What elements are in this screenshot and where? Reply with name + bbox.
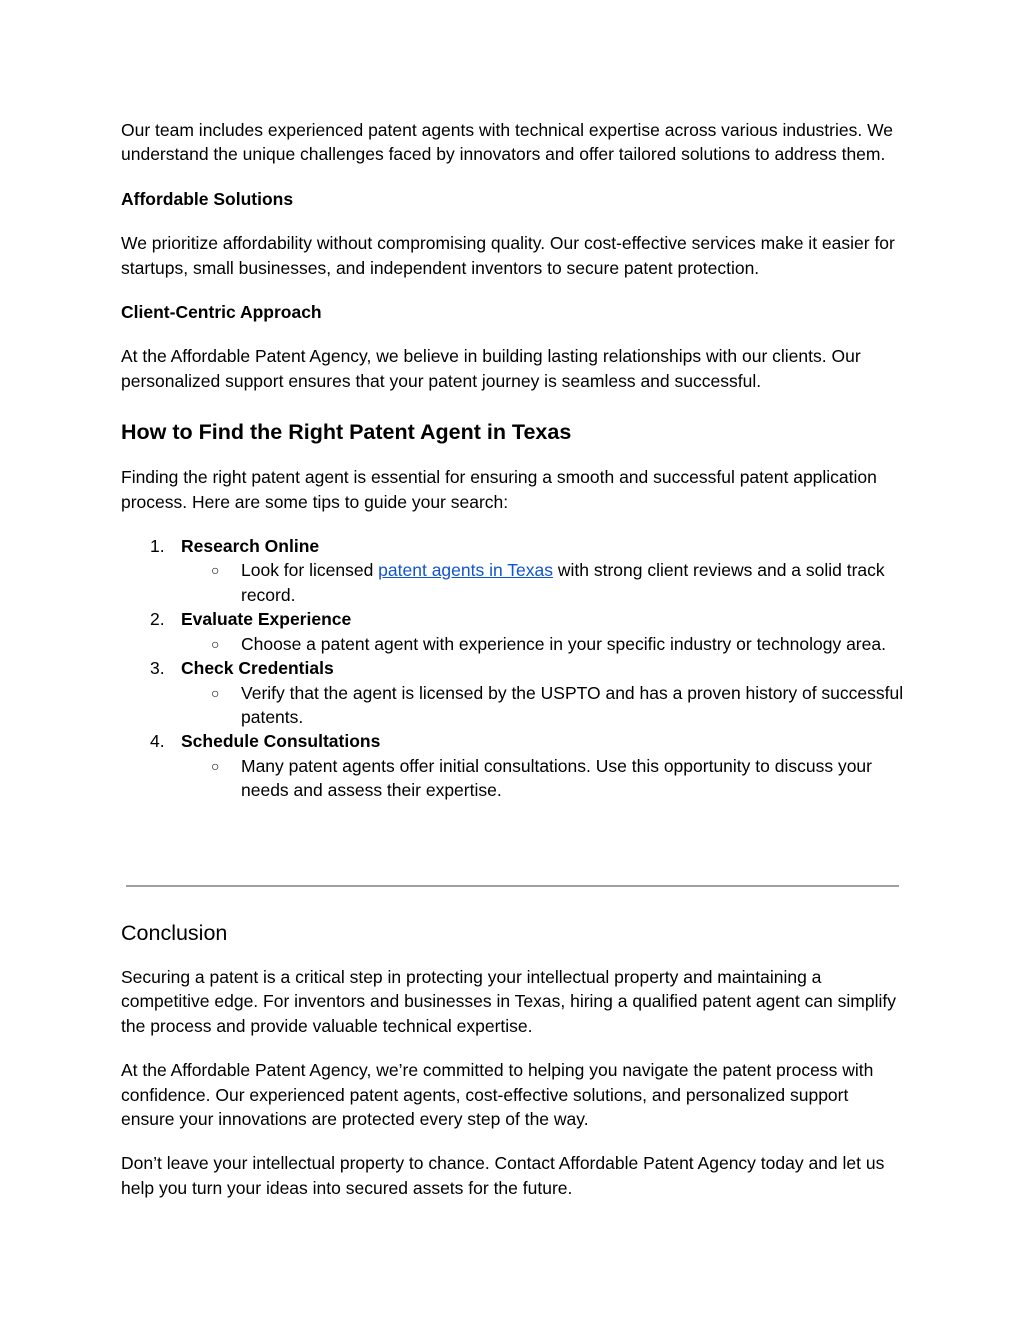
find-agent-heading: How to Find the Right Patent Agent in Texas: [121, 420, 572, 445]
horizontal-divider: [126, 885, 899, 887]
circle-bullet-icon: ○: [211, 757, 220, 774]
conclusion-paragraph: Don’t leave your intellectual property to chance. Contact Affordable Patent Agency today and let us help you turn your ideas into secured assets for the future.: [121, 1153, 885, 1198]
step-detail: ○ Many patent agents offer initial consultations. Use this opportunity to discuss your needs and assess their expertise.: [211, 755, 872, 801]
circle-bullet-icon: ○: [211, 562, 220, 579]
intro-paragraph: Our team includes experienced patent agents with technical expertise across various industries. We understand the unique challenges faced by innovators and offer tailored solutions to address them.: [121, 120, 894, 165]
client-centric-heading: Client-Centric Approach: [121, 302, 322, 323]
step-detail: ○ Verify that the agent is licensed by the USPTO and has a proven history of successful patents.: [211, 682, 904, 727]
affordable-paragraph: We prioritize affordability without compromising quality. Our cost-effective services make it easier for startups, small businesses, and independent inventors to secure patent protection.: [121, 233, 895, 278]
step-title: Evaluate Experience: [181, 609, 352, 630]
step-number: 3.: [150, 658, 165, 679]
list-item: [121, 607, 906, 656]
client-centric-paragraph: At the Affordable Patent Agency, we believe in building lasting relationships with our clients. Our personalized support ensures that your patent journey is seamless and successful.: [121, 346, 861, 391]
step-title: Research Online: [181, 536, 320, 557]
step-detail: ○ Choose a patent agent with experience in your specific industry or technology area.: [181, 632, 906, 656]
tips-list: [121, 534, 906, 802]
step-detail: ○ Look for licensed patent agents in Texas with strong client reviews and a solid track record.: [211, 560, 885, 605]
document-body: [121, 118, 906, 803]
step-title: Check Credentials: [181, 658, 334, 679]
list-item: [121, 534, 906, 607]
patent-agents-texas-link[interactable]: patent agents in Texas: [378, 560, 553, 581]
list-item: [121, 656, 906, 729]
circle-bullet-icon: ○: [211, 684, 220, 701]
conclusion-paragraph: At the Affordable Patent Agency, we’re committed to helping you navigate the patent process with confidence. Our experienced patent agents, cost-effective solutions, and personalized support ensure your innovations are protected every step of the way.: [121, 1060, 874, 1130]
step-number: 1.: [150, 536, 165, 557]
conclusion-heading: Conclusion: [121, 921, 228, 945]
step-number: 4.: [150, 731, 165, 752]
conclusion-section: [121, 918, 906, 1220]
step-number: 2.: [150, 609, 165, 630]
list-item: [121, 729, 906, 802]
affordable-heading: Affordable Solutions: [121, 188, 294, 209]
step-title: Schedule Consultations: [181, 731, 381, 752]
find-agent-intro: Finding the right patent agent is essential for ensuring a smooth and successful patent application process. Here are some tips to guide your search:: [121, 467, 877, 512]
circle-bullet-icon: ○: [211, 635, 220, 652]
conclusion-paragraph: Securing a patent is a critical step in protecting your intellectual property and maintaining a competitive edge. For inventors and businesses in Texas, hiring a qualified patent agent can simplify the process and provide valuable technical expertise.: [121, 967, 896, 1036]
